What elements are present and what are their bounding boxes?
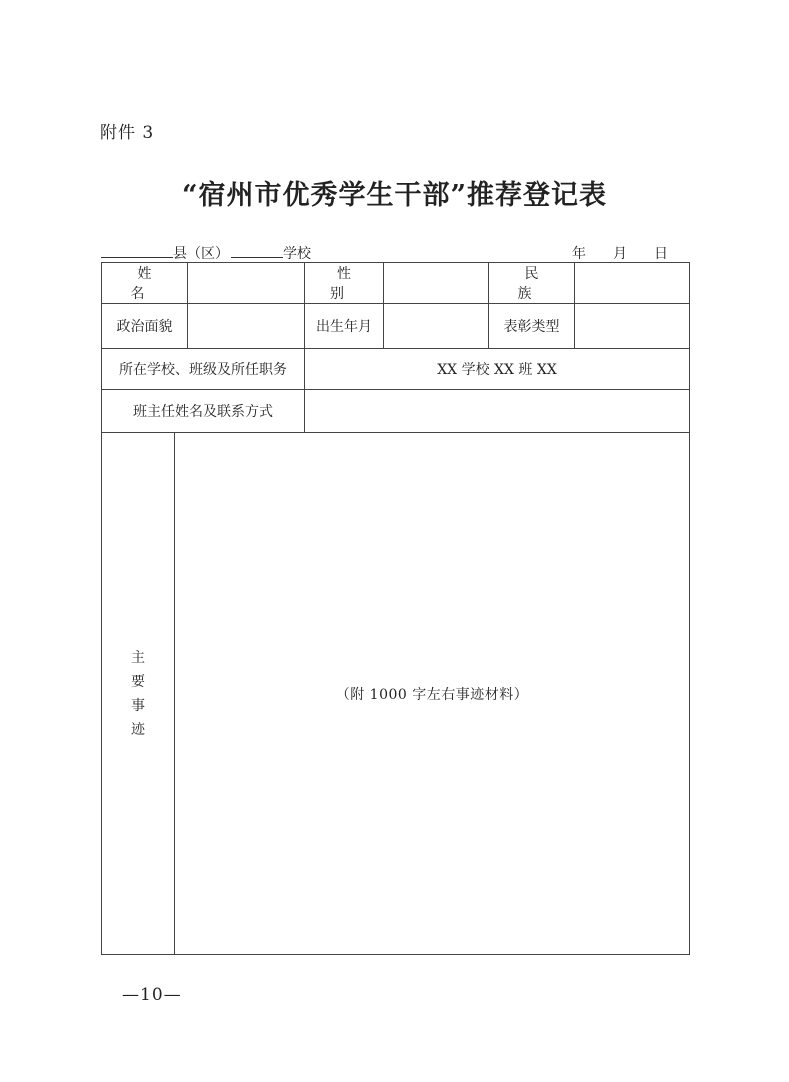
gender-label: 性 别 (330, 266, 366, 302)
school-class-position-value: XX 学校 XX 班 XX (437, 362, 557, 378)
birth-label-cell (305, 304, 384, 349)
registration-form-table (101, 262, 690, 955)
award-type-label: 表彰类型 (503, 319, 560, 335)
county-blank (101, 243, 173, 258)
ethnicity-label: 民 族 (517, 266, 553, 302)
award-type-input-cell[interactable] (575, 304, 690, 349)
month-label: 月 (613, 246, 627, 262)
name-input-cell[interactable] (188, 263, 305, 304)
political-label-cell (102, 304, 188, 349)
attachment-label: 附件 3 (100, 123, 155, 143)
ethnicity-input-cell[interactable] (575, 263, 690, 304)
main-deeds-char: 要 (131, 673, 145, 690)
birth-label: 出生年月 (316, 319, 373, 335)
form-header-line (101, 243, 689, 263)
teacher-contact-label: 班主任姓名及联系方式 (133, 404, 273, 420)
main-deeds-content-cell[interactable] (175, 433, 690, 955)
school-suffix: 学校 (283, 246, 311, 262)
school-class-position-label: 所在学校、班级及所任职务 (119, 362, 287, 378)
day-label: 日 (654, 246, 668, 262)
teacher-contact-label-cell (102, 390, 305, 433)
form-row-school (102, 349, 690, 390)
form-row-basic-2 (102, 304, 690, 349)
form-row-main-deeds (102, 433, 690, 955)
school-class-position-label-cell (102, 349, 305, 390)
year-label: 年 (572, 246, 586, 262)
form-row-basic-1 (102, 263, 690, 304)
county-suffix: 县（区） (173, 246, 229, 262)
birth-input-cell[interactable] (384, 304, 489, 349)
main-deeds-label (131, 646, 145, 742)
school-blank (231, 243, 283, 258)
teacher-contact-input-cell[interactable] (305, 390, 690, 433)
ethnicity-label-cell (489, 263, 575, 304)
form-row-teacher (102, 390, 690, 433)
name-label-cell (102, 263, 188, 304)
school-class-position-value-cell[interactable] (305, 349, 690, 390)
gender-label-cell (305, 263, 384, 304)
county-school-line (101, 243, 311, 263)
main-deeds-note: （附 1000 字左右事迹材料） (335, 686, 529, 703)
main-deeds-char: 事 (131, 697, 145, 714)
page-number: —10— (122, 985, 182, 1005)
main-deeds-char: 迹 (131, 721, 145, 738)
name-label: 姓 名 (130, 266, 166, 302)
political-label: 政治面貌 (116, 319, 173, 335)
award-type-label-cell (489, 304, 575, 349)
gender-input-cell[interactable] (384, 263, 489, 304)
main-deeds-label-cell (102, 433, 175, 955)
document-title: “宿州市优秀学生干部”推荐登记表 (181, 180, 608, 211)
main-deeds-char: 主 (131, 649, 145, 666)
political-input-cell[interactable] (188, 304, 305, 349)
